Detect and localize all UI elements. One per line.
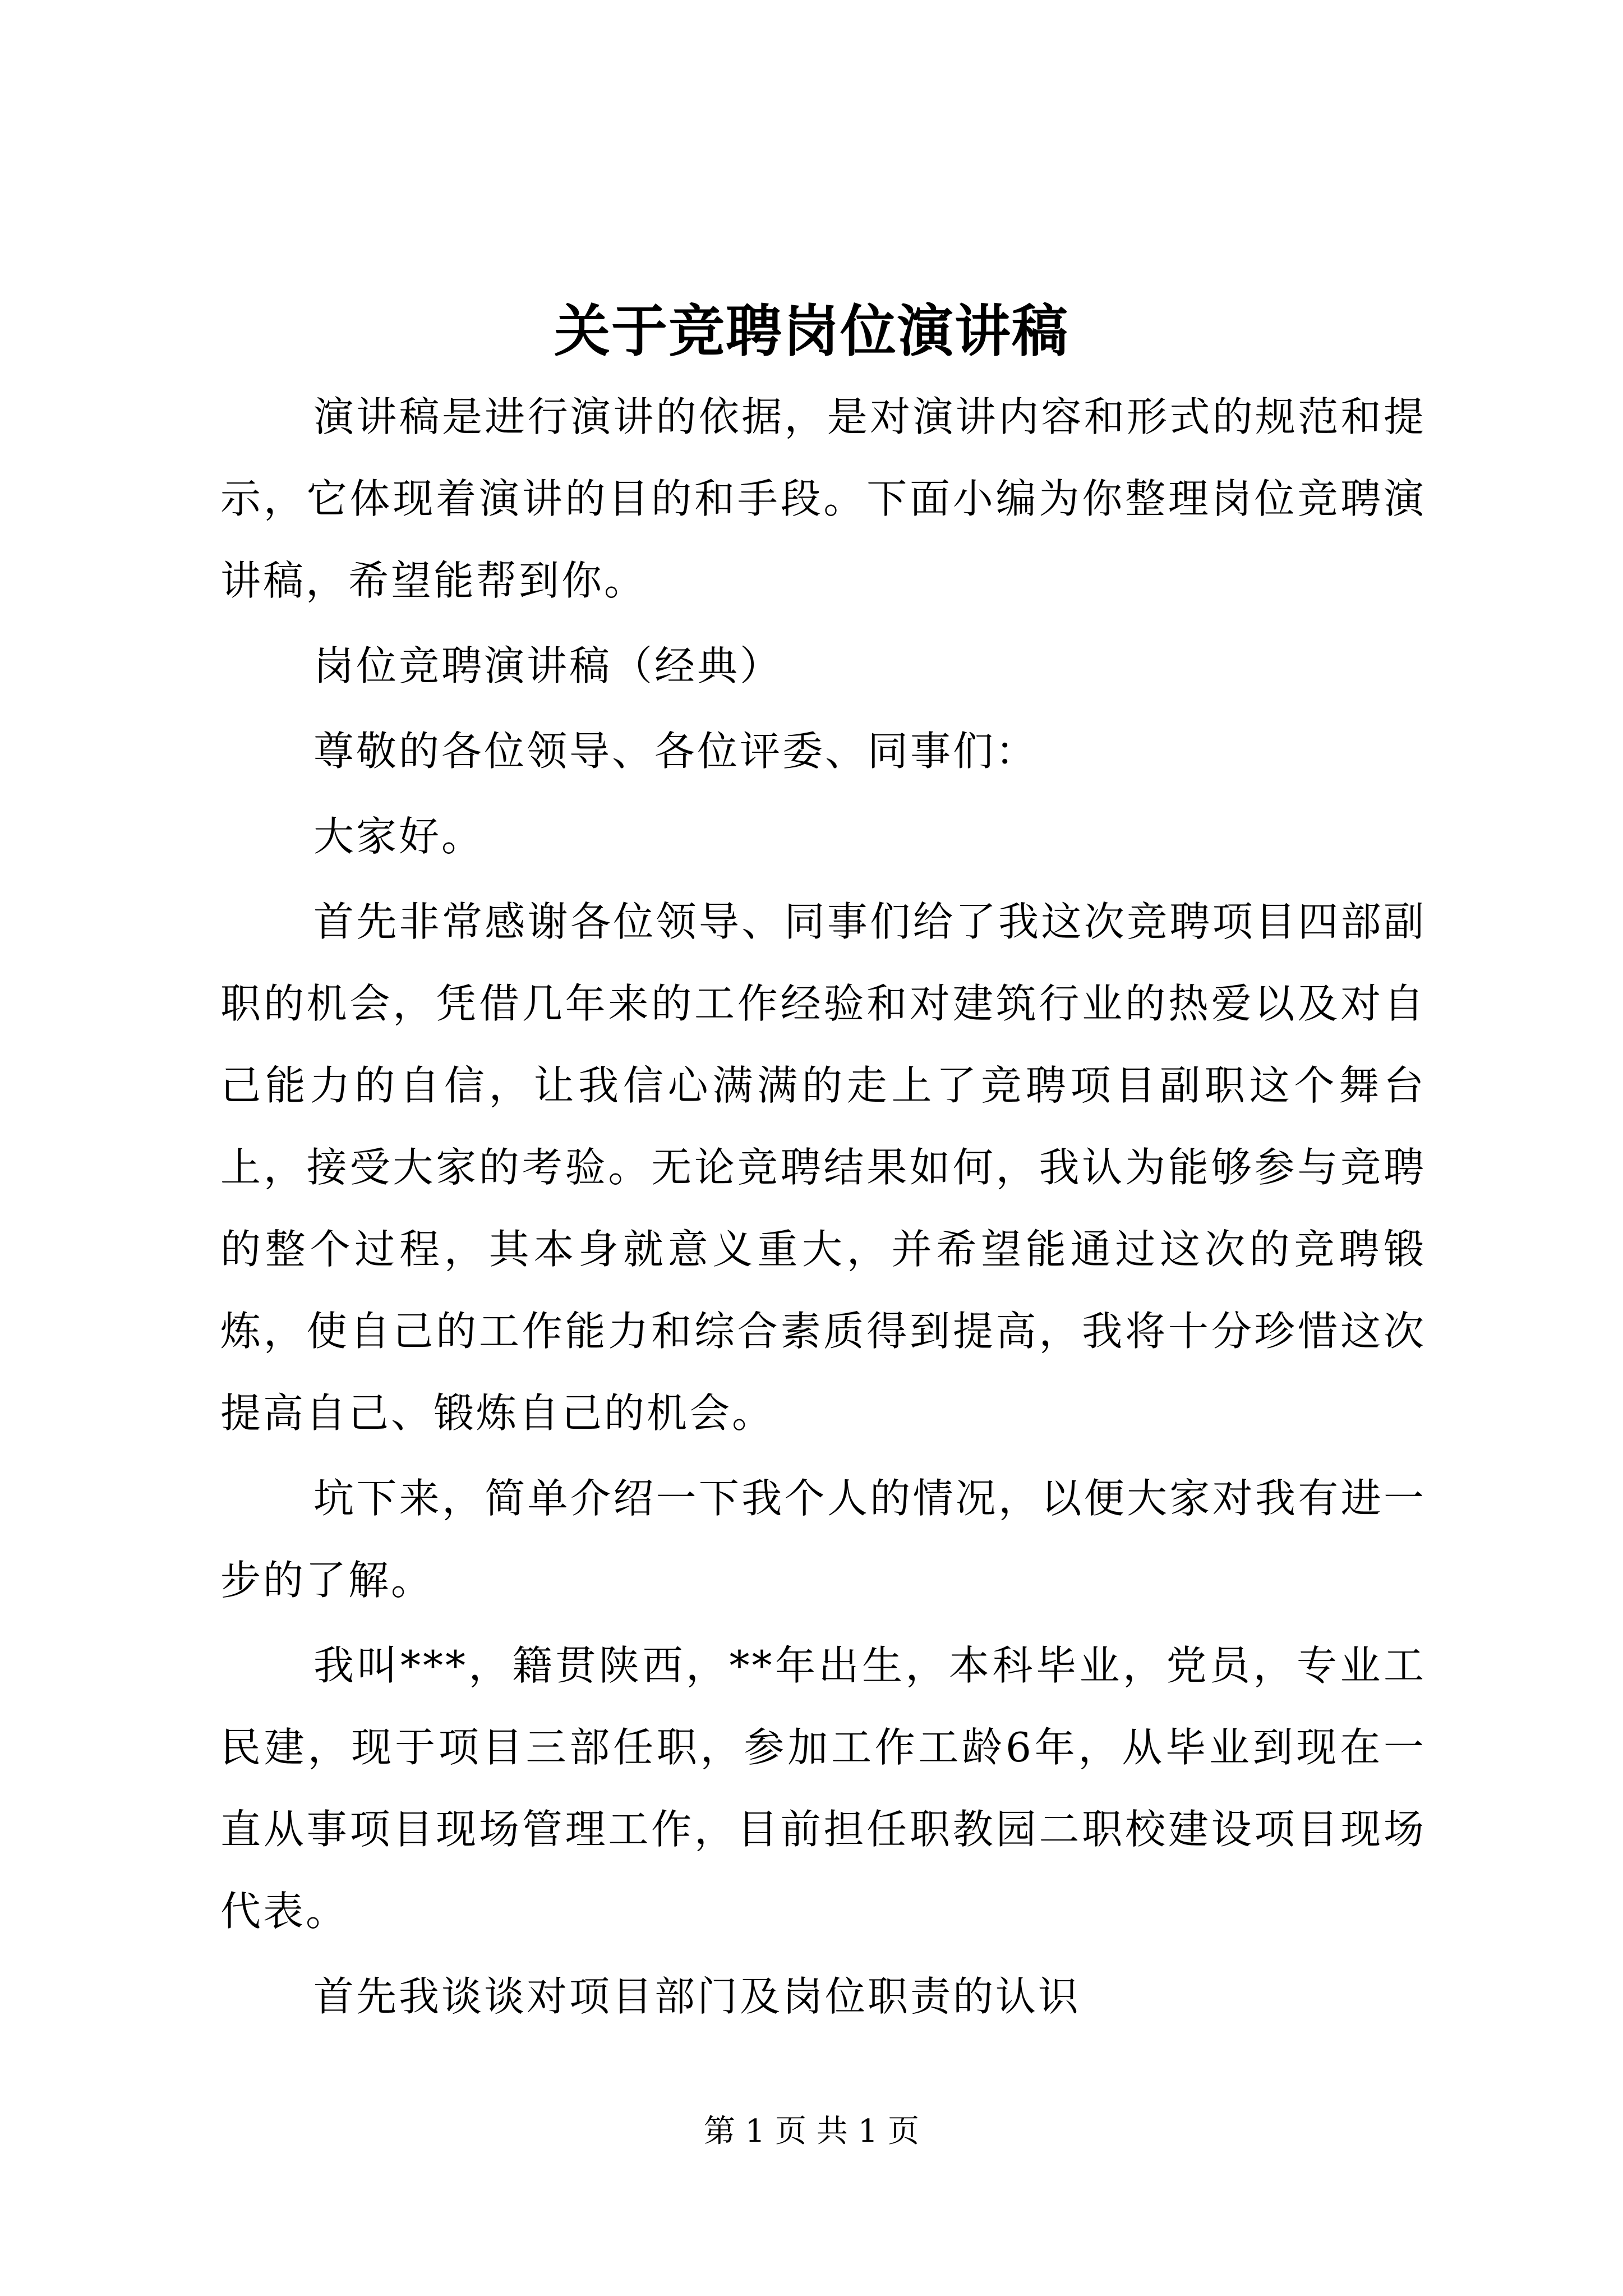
page-footer: 第 1 页 共 1 页	[703, 2113, 920, 2150]
paragraph-intro: 演讲稿是进行演讲的依据，是对演讲内容和形式的规范和提示，它体现着演讲的目的和手段。下面小编为你整理岗位竞聘演讲稿，希望能帮到你。	[220, 393, 1426, 604]
paragraph-subtitle: 岗位竞聘演讲稿（经典）	[313, 642, 783, 689]
paragraph-thanks: 首先非常感谢各位领导、同事们给了我这次竞聘项目四部副职的机会，凭借几年来的工作经验和对建筑行业的热爱以及对自己能力的自信，让我信心满满的走上了竞聘项目副职这个舞台上，接受大家的考验。无论竞聘结果如何，我认为能够参与竞聘的整个过程，其本身就意义重大，并希望能通过这次的竞聘锻炼，使自己的工作能力和综合素质得到提高，我将十分珍惜这次提高自己、锻炼自己的机会。	[220, 898, 1426, 1437]
document-title: 关于竞聘岗位演讲稿	[554, 298, 1069, 364]
paragraph-introduction: 坑下来，简单介绍一下我个人的情况，以便大家对我有进一步的了解。	[220, 1475, 1426, 1604]
paragraph-section-heading: 首先我谈谈对项目部门及岗位职责的认识	[313, 1973, 1081, 2020]
paragraph-greeting: 大家好。	[313, 813, 485, 860]
document-body	[220, 376, 1426, 2041]
paragraph-personal-info: 我叫***，籍贯陕西，**年出生，本科毕业，党员，专业工民建，现于项目三部任职，参加工作工龄6年，从毕业到现在一直从事项目现场管理工作，目前担任职教园二职校建设项目现场代表。	[220, 1642, 1426, 1935]
paragraph-salutation: 尊敬的各位领导、各位评委、同事们：	[313, 728, 1039, 775]
